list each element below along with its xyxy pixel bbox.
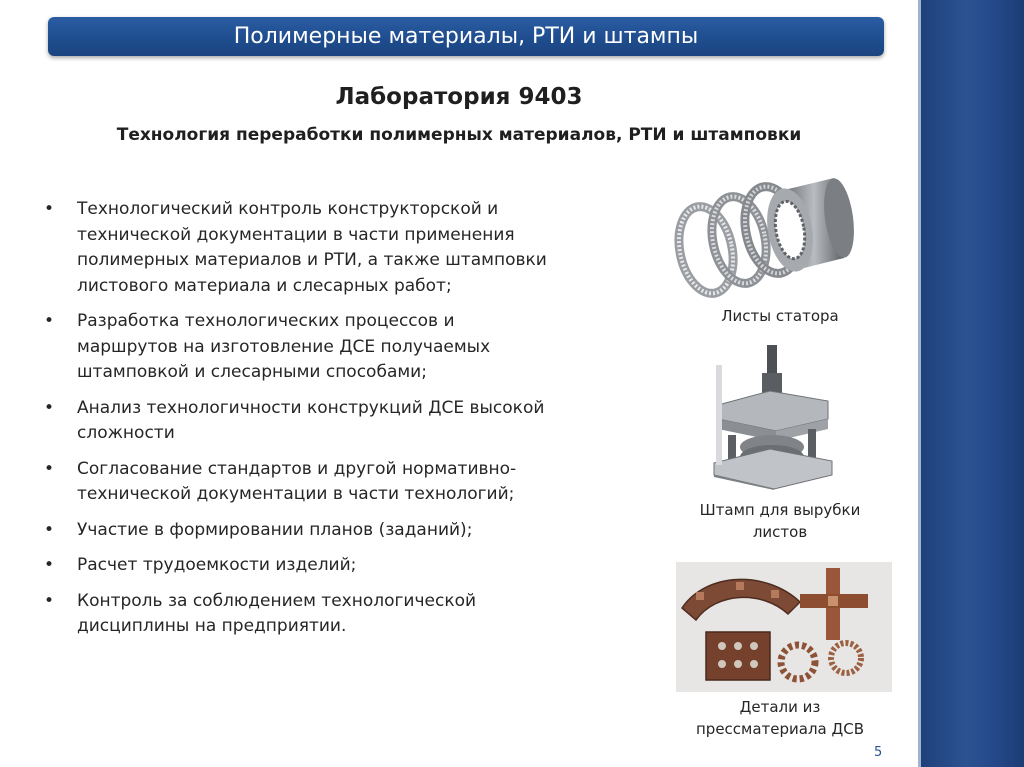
bullet-dot: • [44,458,55,479]
parts-caption [664,696,896,740]
bullet-text: Согласование стандартов и другой нормативно-технической документации в части технологий; [77,458,517,504]
stator-image [664,170,854,300]
bullet-text: Участие в формировании планов (заданий); [77,519,473,540]
bullet-dot: • [44,397,55,418]
stator-caption: Листы статора [721,307,839,325]
parts-caption-line1: Детали из [739,698,821,716]
bullet-item [44,197,597,299]
title-banner: Полимерные материалы, РТИ и штампы [48,17,884,56]
bullet-text: Расчет трудоемкости изделий; [77,555,357,575]
bullet-item [44,309,547,386]
bullet-dot: • [44,555,55,575]
die-caption-line1: Штамп для вырубки [699,501,861,519]
bullet-dot: • [44,199,55,219]
lab-title: Лаборатория 9403 [335,84,583,110]
parts-caption-line2: прессматериала ДСВ [695,720,865,738]
bullet-dot: • [44,519,55,540]
bullet-item [44,518,597,544]
bullet-list [44,197,604,650]
bullet-item [44,457,597,508]
bullet-text: Технологический контроль конструкторской и технической документации в части применения полимерных материалов и РТИ, а также штамповки листового материала и слесарных работ; [77,199,547,296]
die-caption [664,499,896,543]
bullet-item [44,553,597,579]
die-caption-line2: листов [752,523,808,541]
bullet-text: Разработка технологических процессов и маршрутов на изготовление ДСЕ получаемых штамповкой и слесарными способами; [77,311,491,382]
bullet-text: Анализ технологичности конструкций ДСЕ высокой сложности [77,397,545,443]
bullet-item [44,589,547,640]
bullet-item [44,396,617,447]
die-image [710,345,835,490]
bullet-text: Контроль за соблюдением технологической дисциплины на предприятии. [77,590,477,636]
bullet-dot: • [44,311,55,331]
page-number: 5 [874,745,883,760]
parts-image [676,562,892,692]
bullet-dot: • [44,590,55,611]
lab-subtitle: Технология переработки полимерных материалов, РТИ и штамповки [116,125,802,145]
side-decor-band [918,0,1024,767]
